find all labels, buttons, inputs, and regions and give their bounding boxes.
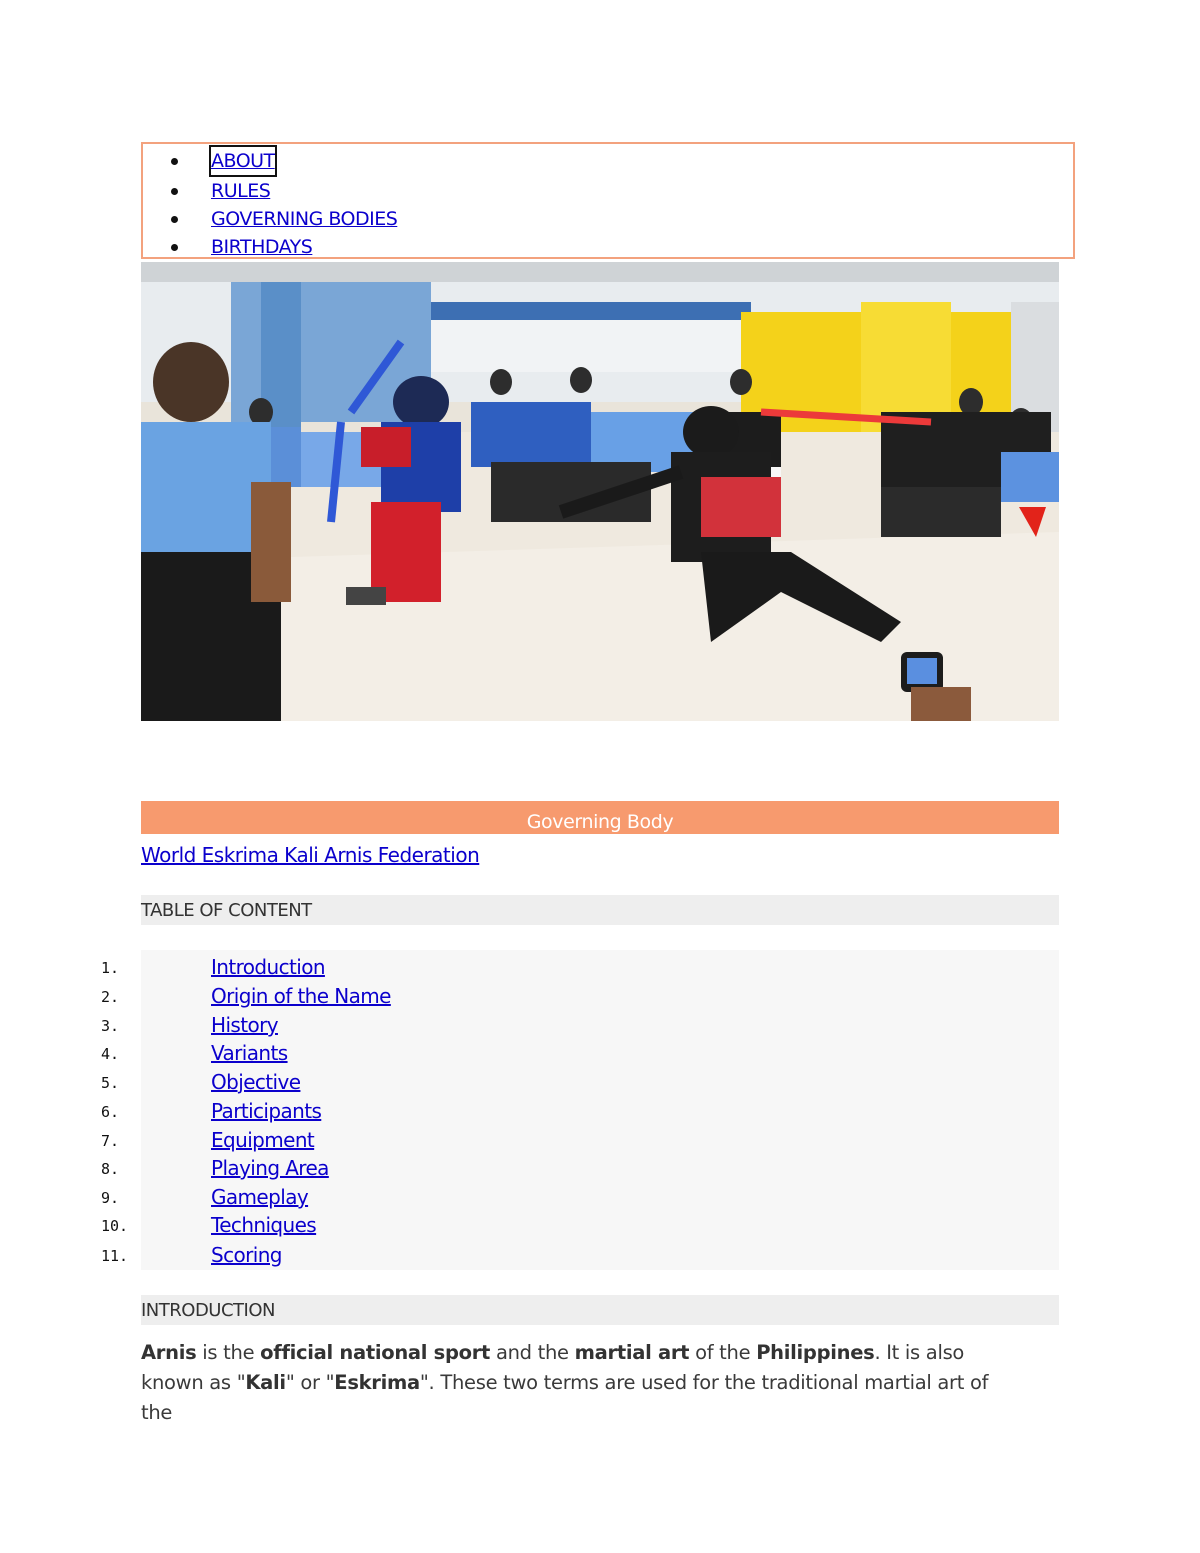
introduction-paragraph: [141, 1338, 1021, 1428]
toc-number: 1.: [101, 959, 120, 977]
toc-number: 7.: [101, 1132, 120, 1150]
toc-item: [101, 1211, 601, 1239]
bullet-icon: [171, 158, 178, 165]
toc-item: [101, 1126, 601, 1154]
introduction-heading: INTRODUCTION: [141, 1295, 1059, 1325]
intro-term: Kali: [245, 1371, 286, 1394]
toc-link-objective[interactable]: Objective: [211, 1070, 301, 1094]
bullet-icon: [171, 188, 178, 195]
intro-text-span: " or ": [285, 1371, 335, 1394]
nav-link-rules[interactable]: RULES: [211, 180, 271, 202]
governing-body-banner: Governing Body: [141, 801, 1059, 834]
intro-term: official national sport: [260, 1341, 491, 1364]
toc-link-participants[interactable]: Participants: [211, 1099, 322, 1123]
arnis-match-photo: [141, 262, 1059, 721]
toc-number: 9.: [101, 1189, 120, 1207]
toc-item: [101, 1011, 601, 1039]
intro-text-span: . It is also known as ": [141, 1341, 965, 1394]
toc-link-playing-area[interactable]: Playing Area: [211, 1156, 329, 1180]
photo-illustration: [141, 262, 1059, 721]
nav-link-about[interactable]: ABOUT: [211, 147, 275, 175]
toc-number: 11.: [101, 1247, 129, 1265]
toc-item: [101, 1068, 601, 1096]
toc-item: [101, 1241, 601, 1269]
intro-term: Arnis: [141, 1341, 197, 1364]
toc-item: [101, 1154, 601, 1182]
intro-text-span: is the: [196, 1341, 261, 1364]
toc-heading: TABLE OF CONTENT: [141, 895, 1059, 925]
toc-link-techniques[interactable]: Techniques: [211, 1213, 317, 1237]
toc-link-gameplay[interactable]: Gameplay: [211, 1185, 309, 1209]
toc-number: 3.: [101, 1017, 120, 1035]
governing-body-link[interactable]: World Eskrima Kali Arnis Federation: [141, 843, 480, 867]
intro-term: Eskrima: [334, 1371, 420, 1394]
toc-number: 5.: [101, 1074, 120, 1092]
bullet-icon: [171, 244, 178, 251]
toc-number: 10.: [101, 1217, 129, 1235]
table-of-contents: [101, 950, 1059, 1270]
toc-item: [101, 1039, 601, 1067]
toc-number: 2.: [101, 988, 120, 1006]
toc-link-introduction[interactable]: Introduction: [211, 955, 325, 979]
toc-link-scoring[interactable]: Scoring: [211, 1243, 282, 1267]
intro-text-span: and the: [490, 1341, 575, 1364]
toc-link-history[interactable]: History: [211, 1013, 278, 1037]
toc-number: 4.: [101, 1045, 120, 1063]
toc-item: [101, 1097, 601, 1125]
intro-text-span: of the: [689, 1341, 757, 1364]
intro-term: martial art: [574, 1341, 690, 1364]
toc-link-variants[interactable]: Variants: [211, 1041, 288, 1065]
toc-item: [101, 1183, 601, 1211]
toc-item: [101, 953, 601, 981]
bullet-icon: [171, 216, 178, 223]
toc-number: 6.: [101, 1103, 120, 1121]
intro-term: Philippines: [756, 1341, 875, 1364]
toc-link-equipment[interactable]: Equipment: [211, 1128, 315, 1152]
toc-item: [101, 982, 601, 1010]
nav-link-birthdays[interactable]: BIRTHDAYS: [211, 236, 313, 258]
toc-number: 8.: [101, 1160, 120, 1178]
toc-link-origin-of-the-name[interactable]: Origin of the Name: [211, 984, 391, 1008]
intro-text-span: ". These two terms are used for the traditional martial art of the: [141, 1371, 989, 1424]
top-nav: [141, 142, 1075, 259]
nav-link-governing-bodies[interactable]: GOVERNING BODIES: [211, 208, 398, 230]
